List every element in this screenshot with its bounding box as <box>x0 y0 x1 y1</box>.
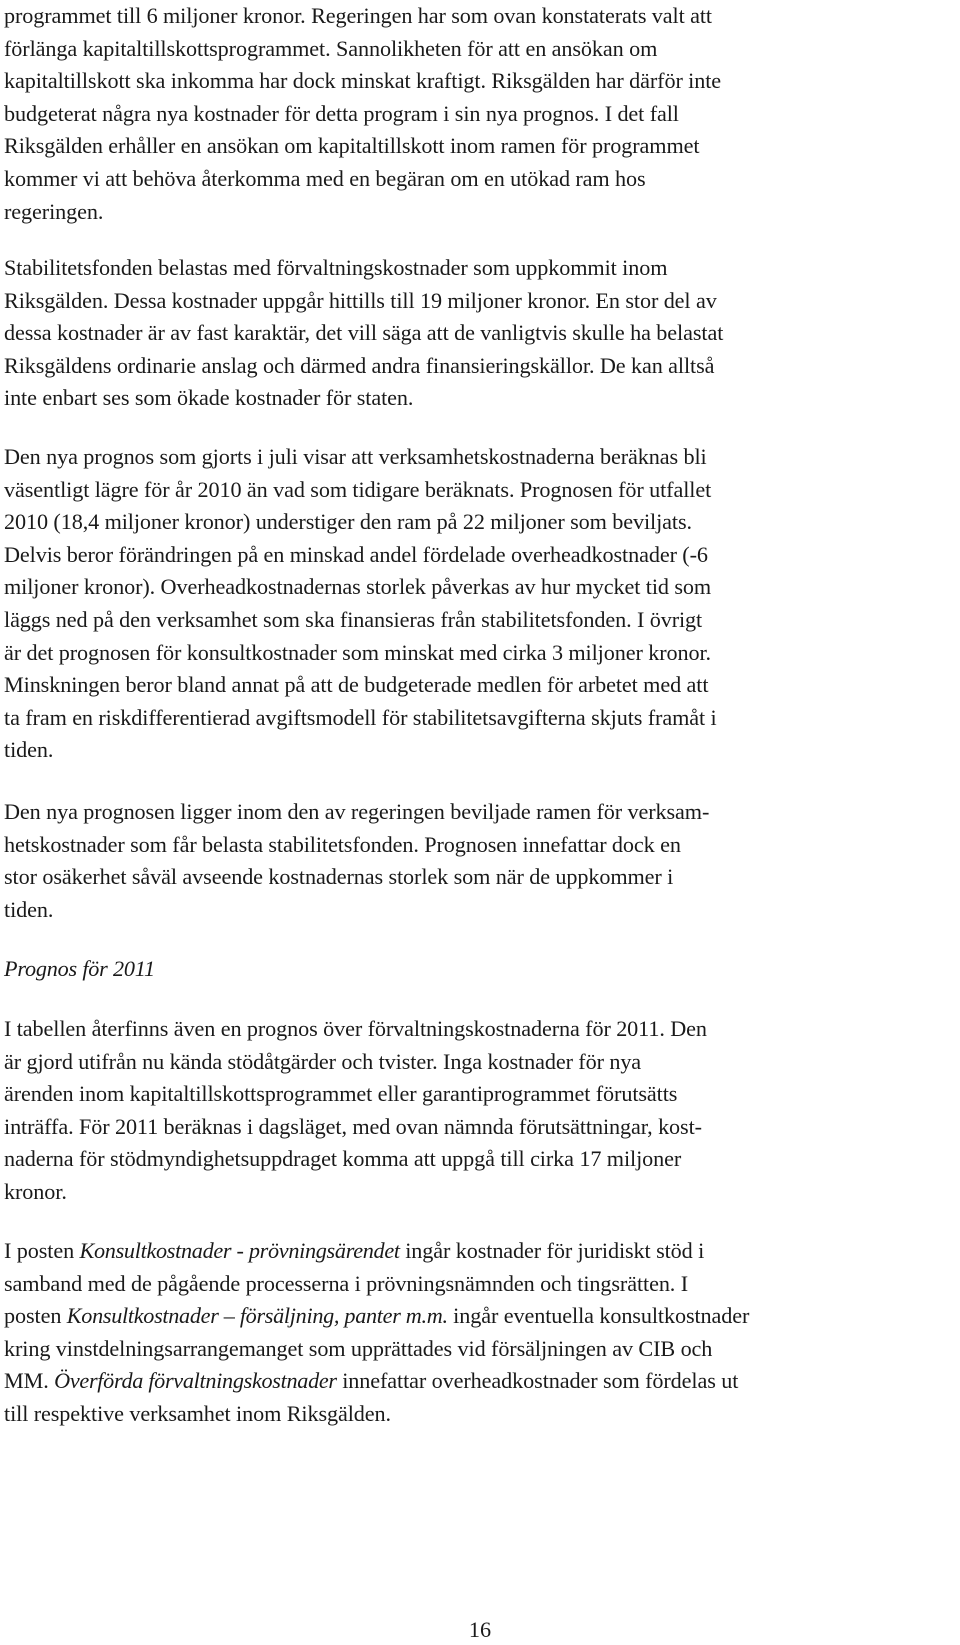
paragraph-prognos-2011 <box>4 1013 952 1209</box>
italic-term: Konsultkostnader - prövningsärendet <box>79 1238 400 1263</box>
text-line: Delvis beror förändringen på en minskad andel fördelade overheadkostnader (-6 <box>4 541 708 567</box>
text-line: stor osäkerhet såväl avseende kostnadernas storlek som när de uppkommer i <box>4 864 674 890</box>
paragraph-konsultkostnader <box>4 1235 952 1431</box>
text-line: dessa kostnader är av fast karaktär, det vill säga att de vanligtvis skulle ha belastat <box>4 320 724 346</box>
text-line: Stabilitetsfonden belastas med förvaltningskostnader som uppkommit inom <box>4 255 668 280</box>
text-line: kring vinstdelningsarrangemanget som upprättades vid försäljningen av CIB och <box>4 1335 713 1361</box>
text-line: förlänga kapitaltillskottsprogrammet. Sannolikheten för att en ansökan om <box>4 35 658 61</box>
text-line: inträffa. För 2011 beräknas i dagsläget, med ovan nämnda förutsättningar, kost- <box>4 1113 702 1139</box>
text-line: kapitaltillskott ska inkomma har dock minskat kraftigt. Riksgälden har därför inte <box>4 68 722 94</box>
text-line <box>4 1235 952 1268</box>
text-line <box>4 1300 952 1333</box>
page-number: 16 <box>468 1617 492 1642</box>
text-line: Minskningen beror bland annat på att de budgeterade medlen för arbetet med att <box>4 672 709 698</box>
text-line: miljoner kronor). Overheadkostnadernas storlek påverkas av hur mycket tid som <box>4 574 712 600</box>
paragraph-stabilitetsfonden <box>4 252 952 415</box>
text-run: I posten <box>4 1238 80 1263</box>
text-line: ta fram en riskdifferentierad avgiftsmodell för stabilitetsavgifterna skjuts framåt i <box>4 704 717 730</box>
text-line: ärenden inom kapitaltillskottsprogrammet eller garantiprogrammet förutsätts <box>4 1081 678 1107</box>
text-run: innefattar overheadkostnader som fördelas ut <box>336 1368 739 1394</box>
text-line: regeringen. <box>4 198 104 224</box>
text-line: hetskostnader som får belasta stabilitetsfonden. Prognosen innefattar dock en <box>4 831 681 857</box>
text-line: är det prognosen för konsultkostnader som minskat med cirka 3 miljoner kronor. <box>4 639 711 665</box>
text-line: är gjord utifrån nu kända stödåtgärder och tvister. Inga kostnader för nya <box>4 1048 642 1074</box>
text-line: naderna för stödmyndighetsuppdraget komma att uppgå till cirka 17 miljoner <box>4 1146 682 1172</box>
text-line: Riksgälden erhåller en ansökan om kapitaltillskott inom ramen för programmet <box>4 133 700 159</box>
paragraph-ny-prognos-juli <box>4 441 952 767</box>
text-line: väsentligt lägre för år 2010 än vad som tidigare beräknats. Prognosen för utfallet <box>4 476 712 502</box>
text-line: inte enbart ses som ökade kostnader för staten. <box>4 385 414 411</box>
text-line: kommer vi att behöva återkomma med en begäran om en utökad ram hos <box>4 165 646 191</box>
text-line: Den nya prognosen ligger inom den av regeringen beviljade ramen för verksam- <box>4 799 710 824</box>
text-line: Den nya prognos som gjorts i juli visar att verksamhetskostnaderna beräknas bli <box>4 444 707 469</box>
paragraph-ram-verksamhetskostnader <box>4 796 952 926</box>
text-line: läggs ned på den verksamhet som ska finansieras från stabilitetsfonden. I övrigt <box>4 606 703 632</box>
text-line: programmet till 6 miljoner kronor. Regeringen har som ovan konstaterats valt att <box>4 3 712 28</box>
text-line: budgeterat några nya kostnader för detta program i sin nya prognos. I det fall <box>4 100 679 126</box>
italic-term: Överförda förvaltningskostnader <box>54 1368 337 1394</box>
text-line: Riksgälden. Dessa kostnader uppgår hittills till 19 miljoner kronor. En stor del av <box>4 287 717 313</box>
text-run: MM. <box>4 1368 55 1394</box>
text-line: I tabellen återfinns även en prognos över förvaltningskostnaderna för 2011. Den <box>4 1016 707 1041</box>
section-heading-prognos-2011: Prognos för 2011 <box>4 956 155 981</box>
text-line <box>4 1365 952 1398</box>
italic-term: Konsultkostnader – försäljning, panter m.m. <box>66 1303 448 1329</box>
text-line: kronor. <box>4 1178 67 1204</box>
text-line: till respektive verksamhet inom Riksgälden. <box>4 1400 391 1426</box>
text-line: tiden. <box>4 737 54 763</box>
text-run: ingår eventuella konsultkostnader <box>447 1303 750 1329</box>
paragraph-kapitaltillskott <box>4 0 952 228</box>
text-line: 2010 (18,4 miljoner kronor) understiger den ram på 22 miljoner som beviljats. <box>4 509 692 535</box>
text-run: posten <box>4 1303 67 1329</box>
text-line: samband med de pågående processerna i prövningsnämnden och tingsrätten. I <box>4 1270 688 1296</box>
text-run: ingår kostnader för juridiskt stöd i <box>399 1238 705 1263</box>
text-line: Riksgäldens ordinarie anslag och därmed andra finansieringskällor. De kan alltså <box>4 352 715 378</box>
text-line: tiden. <box>4 896 54 922</box>
